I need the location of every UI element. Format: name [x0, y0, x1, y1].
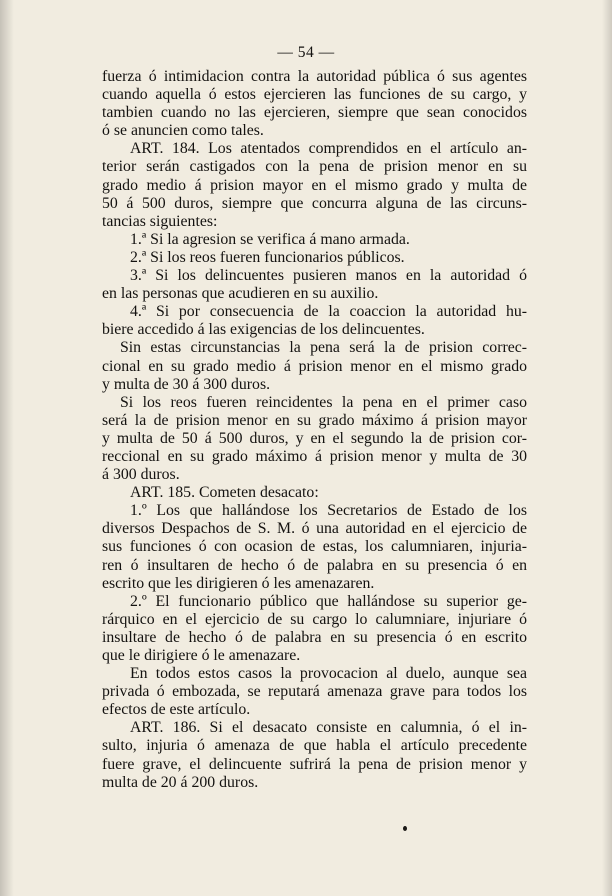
text-line: rárquico en el ejercicio de su cargo lo calumniare, injuriare ó — [102, 610, 527, 628]
text-line: sulto, injuria ó amenaza de que habla el artículo precedente — [102, 737, 527, 755]
page-edge-shadow-left — [0, 0, 14, 896]
text-line: privada ó embozada, se reputará amenaza grave para todos los — [102, 683, 527, 701]
text-line: tancias siguientes: — [102, 212, 218, 230]
text-line: á 300 duros. — [102, 466, 180, 484]
text-line: cional en su grado medio á prision menor en el mismo grado — [102, 357, 527, 375]
text-line: cuando aquella ó estos ejercieren las funciones de su cargo, y — [102, 86, 527, 104]
ink-speck — [403, 826, 407, 831]
text-line: será la de prision menor en su grado máximo á prision mayor — [102, 411, 527, 429]
text-line: efectos de este artículo. — [102, 701, 251, 719]
text-line: Si los reos fueren reincidentes la pena en el primer caso — [120, 393, 527, 411]
text-line: ó se anuncien como tales. — [102, 122, 264, 140]
text-line: insultare de hecho ó de palabra en su presencia ó en escrito — [102, 628, 527, 646]
text-line: fuerza ó intimidacion contra la autoridad pública ó sus agentes — [102, 68, 527, 85]
text-line: biere accedido á las exigencias de los delincuentes. — [102, 321, 425, 339]
text-line: 1.ª Si la agresion se verifica á mano armada. — [130, 230, 410, 248]
text-line: ART. 186. Si el desacato consiste en calumnia, ó el in- — [130, 719, 527, 737]
text-line: en las personas que acudieren en su auxilio. — [102, 285, 379, 303]
body-text — [102, 68, 527, 792]
text-line: sus funciones ó con ocasion de estas, los calumniaren, injuria- — [102, 538, 527, 556]
text-line: ART. 185. Cometen desacato: — [130, 484, 319, 502]
text-line: 4.ª Si por consecuencia de la coaccion la autoridad hu- — [130, 303, 527, 321]
text-line: grado medio á prision mayor en el mismo grado y multa de — [102, 176, 527, 194]
text-line: diversos Despachos de S. M. ó una autoridad en el ejercicio de — [102, 520, 527, 538]
text-line: terior serán castigados con la pena de prision menor en su — [102, 158, 527, 176]
text-line: 50 á 500 duros, siempre que concurra alguna de las circuns- — [102, 194, 527, 212]
text-line: 3.ª Si los delincuentes pusieren manos en la autoridad ó — [130, 267, 527, 285]
text-line: y multa de 30 á 300 duros. — [102, 375, 271, 393]
text-line: En todos estos casos la provocacion al duelo, aunque sea — [130, 665, 527, 683]
page-edge-shadow-right — [602, 0, 612, 896]
text-line: que le dirigiere ó le amenazare. — [102, 647, 301, 664]
text-line: multa de 20 á 200 duros. — [102, 773, 259, 791]
text-line: Sin estas circunstancias la pena será la de prision correc- — [120, 339, 527, 357]
text-line: 1.º Los que hallándose los Secretarios de Estado de los — [130, 502, 527, 520]
text-line: ART. 184. Los atentados comprendidos en el artículo an- — [130, 140, 527, 158]
text-line: ren ó insultaren de hecho ó de palabra en su presencia ó en — [102, 556, 527, 574]
text-line: 2.ª Si los reos fueren funcionarios públicos. — [130, 248, 405, 266]
text-line: escrito que les dirigieren ó les amenazaren. — [102, 574, 375, 592]
text-line: y multa de 50 á 500 duros, y en el segundo la de prision cor- — [102, 429, 527, 447]
text-line: fuere grave, el delincuente sufrirá la pena de prision menor y — [102, 755, 527, 773]
text-line: 2.º El funcionario público que hallándose su superior ge- — [130, 592, 527, 610]
page-number: — 54 — — [277, 44, 335, 61]
text-line: reccional en su grado máximo á prision menor y multa de 30 — [102, 447, 527, 465]
text-line: tambien cuando no las ejercieren, siempre que sean conocidos — [102, 104, 527, 122]
